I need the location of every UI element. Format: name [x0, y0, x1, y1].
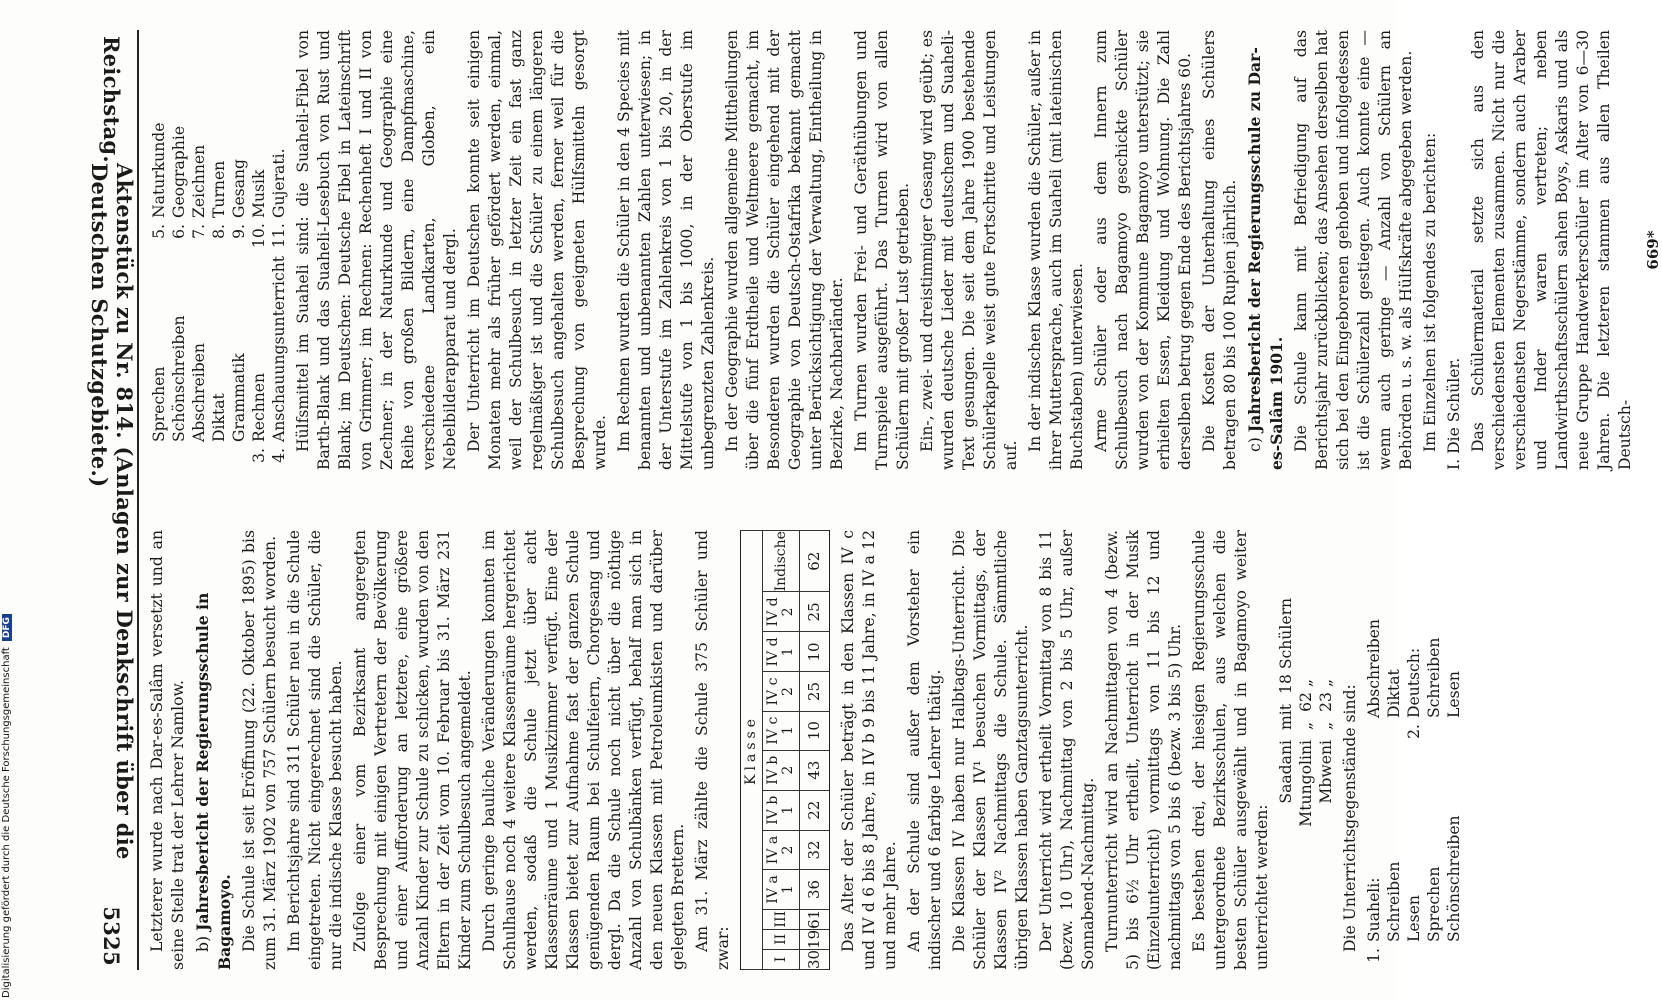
list-item: Schreiben	[1425, 637, 1443, 718]
section-heading-b: b) Jahresbericht der Regierungsschule in Bagamoyo.	[193, 592, 234, 970]
list-item: Rechnen	[250, 372, 268, 442]
footer-text: Digitalisierung gefördert durch die Deutsche Forschungsgemeinschaft	[1, 647, 12, 998]
list-item: Anschauungsunterricht	[270, 255, 288, 442]
paragraph: Der Unterricht wird ertheilt Vormittag von 8 bis 11 (bezw. 10 Uhr), Nachmittag von 2 bis 5 Uhr, außer Sonnabend-Nachmittag.	[1037, 530, 1097, 970]
list-number: 11.	[270, 223, 288, 248]
list-number: 4.	[270, 448, 288, 463]
paragraph: Der Unterricht im Deutschen konnte seit einigen Monaten mehr als früher gefördert werden, einmal, weil der Schulbesuch in letzter Zeit ein fast ganz regelmäßiger ist und die Schüler zu einem längeren Schulbesuch angehalten werden, ferner weil für die Besprechung von geeigneten Hülfsmitteln gesorgt wurde.	[465, 30, 609, 470]
list-item: Suaheli:	[1365, 877, 1383, 942]
list-number	[189, 448, 209, 470]
school-row	[1276, 530, 1296, 830]
list-number	[1444, 724, 1464, 748]
list-item: Sprechen	[1425, 866, 1443, 942]
paragraph: Zufolge einer vom Bezirksamt angeregten Besprechung mit einigen Vertretern der Bevölkerung und einer Aufforderung an letztere, eine größere Anzahl Kinder zur Schule zu schicken, wurden von den Eltern in der Zeit vom 10. Februar bis 31. März 231 Kinder zum Schulbesuch angemeldet.	[351, 530, 474, 970]
school-name: Saadani	[1277, 740, 1295, 804]
list-number: 8.	[210, 224, 228, 239]
list-number: 3.	[250, 448, 268, 463]
paragraph: In der indischen Klasse wurden die Schüler, außer in ihrer Muttersprache, auch im Suaheli (mit lateinischen Buchstaben) unterwiesen.	[1026, 30, 1086, 470]
table-header-cell: IV a 2	[763, 830, 800, 870]
section-heading-c: c) Jahresbericht der Regierungsschule zu Dar-es-Salâm 1901.	[1245, 47, 1286, 470]
list-item: Turnen	[210, 160, 228, 218]
table-value-cell: 32	[800, 830, 830, 870]
list-item: Musik	[250, 169, 268, 218]
list-number: 10.	[250, 223, 268, 248]
table-value-cell: 22	[800, 790, 830, 830]
list-number	[1424, 948, 1444, 970]
table-value-cell: 25	[800, 672, 830, 711]
paragraph: Das Schülermaterial setzte sich aus den verschiedensten Elementen zusammen. Nicht nur die verschiedensten Negerstämme, sondern auch Araber und Inder waren vertreten; neben Landwirthschaftsschülern sahen Boys, Askaris und als neue Gruppe Handwerkerschüler im Alter von 6—30 Jahren. Die letzteren stammen aus allen Theilen Deutsch-	[1469, 30, 1634, 470]
paragraph: Das Alter der Schüler beträgt in den Klassen IV c und IV d 6 bis 8 Jahre, in IV b 9 bis 11 Jahre, in IV a 12 und mehr Jahre.	[839, 530, 899, 970]
list-number	[169, 448, 189, 470]
list-number: 9.	[230, 224, 248, 239]
list-number: 2.	[1405, 724, 1423, 739]
school-count: 18 Schülern	[1277, 597, 1295, 694]
paragraph: Arme Schüler oder aus dem Innern zum Schulbesuch nach Bagamoyo geschickte Schüler wurden von der Kommune Bagamoyo unterstützt; sie erhielten Essen, Kleidung und Wohnung. Die Zahl derselben betrug gegen Ende des Berichtsjahres 60.	[1092, 30, 1194, 470]
paragraph: Die Schule ist seit Eröffnung (22. Oktober 1895) bis zum 31. März 1902 von 757 Schülern besucht worden.	[240, 530, 279, 970]
table-header-cell: II	[763, 929, 800, 949]
table-title: Klasse	[741, 531, 763, 970]
list-item: Abschreiben	[1365, 619, 1383, 718]
school-name: Mtungolini	[1297, 740, 1315, 827]
list-item: Grammatik	[230, 353, 248, 442]
school-mark: „	[1297, 721, 1315, 730]
list-item: Lesen	[1445, 671, 1463, 718]
paragraph: Die Klassen IV haben nur Halbtags-Unterricht. Die Schüler der Klassen IV¹ besuchen Vormittags, der Klassen IV² Nachmittags die Schule. Sämmtliche übrigen Klassen haben Ganztagsunterricht.	[950, 530, 1031, 970]
list-number	[229, 448, 249, 470]
school-mark: „	[1317, 721, 1335, 730]
subjects-list-continued	[149, 30, 289, 470]
table-header-cell: IV c 1	[763, 711, 800, 750]
list-number: 7.	[190, 224, 208, 239]
footer-credit	[1, 0, 21, 1000]
list-item: Geographie	[170, 125, 188, 218]
table-value-cell: 30	[800, 949, 830, 969]
header-center: Aktenstück zu Nr. 814. (Anlagen zur Denkschrift über die Deutschen Schutzgebiete.)	[87, 162, 137, 860]
school-row	[1316, 530, 1336, 830]
subjects-list	[1364, 530, 1464, 970]
right-column	[147, 30, 1662, 470]
paragraph: Turnunterricht wird an Nachmittagen von 4 (bezw. 5) bis 6½ Uhr ertheilt, Unterricht in der Musik (Einzelunterricht) vormittags von 11 bis 12 und nachmittags von 5 bis 6 (bezw. 3 bis 5) Uhr.	[1103, 530, 1184, 970]
list-number	[149, 448, 169, 470]
table-value-cell: 36	[800, 870, 830, 910]
list-item: Diktat	[1385, 669, 1403, 718]
list-item: Gesang	[230, 158, 248, 218]
paragraph: Am 31. März zählte die Schule 375 Schüler und zwar:	[693, 530, 732, 970]
list-number	[1384, 948, 1404, 970]
list-item: Diktat	[210, 393, 228, 442]
schools-list	[1276, 530, 1336, 830]
paragraph: Es bestehen drei, der hiesigen Regierungsschule untergeordnete Bezirksschulen, aus welchen die besten Schüler ausgewählt und in Bagamoyo weiter unterrichtet werden:	[1190, 530, 1271, 970]
list-item: Abschreiben	[190, 343, 208, 442]
page-folio: 669*	[1644, 230, 1662, 270]
header-page-number: 5325	[99, 906, 125, 966]
school-count: 23 „	[1317, 679, 1335, 712]
paragraph: An der Schule sind außer dem Vorsteher ein indischer und 6 farbige Lehrer thätig.	[905, 530, 944, 970]
table-value-cell: 10	[800, 632, 830, 672]
subsection-heading: I. Die Schüler.	[1445, 357, 1463, 470]
school-mark: mit	[1277, 703, 1295, 730]
paragraph: Im Einzelnen ist folgendes zu berichten:	[1421, 132, 1439, 452]
list-item: Schönschreiben	[170, 315, 188, 442]
paragraph: Letzterer wurde nach Dar-es-Salâm versetzt und an seine Stelle trat der Lehrer Namlow.	[148, 530, 187, 970]
table-header-cell: IV d 2	[763, 592, 800, 632]
list-item: Lesen	[1405, 895, 1423, 942]
list-item: Zeichnen	[190, 144, 208, 218]
table-value-cell: 43	[800, 750, 830, 790]
table-header-cell: IV a 1	[763, 870, 800, 910]
paragraph: Die Unterrichtsgegenstände sind:	[1341, 684, 1359, 952]
dfg-logo: DFG	[2, 614, 12, 641]
table-value-cell: 62	[800, 531, 830, 592]
list-number: 6.	[170, 224, 188, 239]
table-header-cell: IV b 1	[763, 790, 800, 830]
left-column	[147, 530, 1463, 970]
table-header-cell: IV d 1	[763, 632, 800, 672]
list-item: Schreiben	[1385, 861, 1403, 942]
table-value-cell: 19	[800, 929, 830, 949]
table-header-cell: III	[763, 909, 800, 929]
page-header	[87, 36, 137, 966]
list-number	[209, 448, 229, 470]
table-value-cell: 61	[800, 909, 830, 929]
table-header-cell: Indische	[763, 531, 800, 592]
list-item: Schönschreiben	[1445, 815, 1463, 942]
list-number	[1384, 724, 1404, 748]
paragraph: Die Kosten der Unterhaltung eines Schülers betragen 80 bis 100 Rupien jährlich.	[1200, 30, 1239, 470]
paragraph: Hülfsmittel im Suaheli sind: die Suaheli-Fibel von Barth-Blank und das Suaheli-Lesebuch von Rust und Blank; im Deutschen: Deutsche Fibel in Lateinschrift von Grimmer; im Rechnen: Rechenheft I und II von Zechner; in der Naturkunde und Geographie eine Reihe von großen Bildern, eine Dampfmaschine, verschiedene Landkarten, Globen, ein Nebelbilderapparat und dergl.	[294, 30, 459, 470]
school-row	[1296, 530, 1316, 830]
class-table	[740, 530, 830, 970]
list-number: 1.	[1365, 948, 1383, 963]
header-left: Reichstag.	[99, 36, 125, 163]
header-rule	[137, 30, 139, 970]
school-count: 62 „	[1297, 679, 1315, 712]
table-value-cell: 25	[800, 592, 830, 632]
list-number	[1364, 724, 1384, 748]
paragraph: Ein-, zwei- und dreistimmiger Gesang wird geübt; es wurden deutsche Lieder mit deutschem und Suaheli-Text gesungen. Die seit dem Jahre 1900 bestehende Schülerkapelle weist gute Fortschritte und Leistungen auf.	[918, 30, 1020, 470]
list-item: Naturkunde	[150, 122, 168, 218]
footer-text-wrap	[1, 614, 12, 998]
table-value-cell: 10	[800, 711, 830, 750]
table-header-cell: I	[763, 949, 800, 969]
paragraph: Im Turnen wurden Frei- und Geräthübungen und Turnspiele ausgeführt. Das Turnen wird von allen Schülern mit großer Lust getrieben.	[852, 30, 912, 470]
list-item: Gujerati.	[270, 148, 288, 218]
list-number: 5.	[150, 224, 168, 239]
paragraph: Im Berichtsjahre sind 311 Schüler neu in die Schule eingetreten. Nicht eingerechnet sind die Schüler, die nur die indische Klasse besucht haben.	[285, 530, 345, 970]
paragraph: Durch geringe bauliche Veränderungen konnten im Schulhause noch 4 weitere Klassenräume hergerichtet werden, sodaß die Schule jetzt über acht Klassenräume und 1 Musikzimmer verfügt. Eine der Klassen bietet zur Aufnahme fast der ganzen Schule genügenden Raum bei Schulfeiern, Chorgesang und dergl. Da die Schule noch nicht über die nöthige Anzahl von Schulbänken verfügt, behalf man sich in den neuen Klassen mit Petroleumkisten und darüber gelegten Brettern.	[480, 530, 687, 970]
table-header-cell: IV b 2	[763, 750, 800, 790]
list-number	[1424, 724, 1444, 748]
list-number	[1444, 948, 1464, 970]
list-number	[1404, 948, 1424, 970]
list-item: Sprechen	[150, 366, 168, 442]
paragraph: Im Rechnen wurden die Schüler in den 4 Species mit benannten und unbenannten Zahlen unterwiesen; in der Unterstufe im Zahlenkreis von 1 bis 20, in der Mittelstufe von 1 bis 1000, in der Oberstufe im unbegrenzten Zahlenkreis.	[615, 30, 717, 470]
paragraph: Die Schule kann mit Befriedigung auf das Berichtsjahr zurückblicken; das Ansehen derselben hat sich bei den Eingeborenen gehoben und infolgedessen ist die Schülerzahl gestiegen. Auch konnte eine — wenn auch geringe — Anzahl von Schülern an Behörden u. s. w. als Hülfskräfte abgegeben werden.	[1292, 30, 1415, 470]
table-header-cell: IV c 2	[763, 672, 800, 711]
list-item: Deutsch:	[1405, 647, 1423, 718]
paragraph: In der Geographie wurden allgemeine Mittheilungen über die fünf Erdtheile und Weltmeere gemacht, im Besonderen wurden die Schüler eingehend mit der Geographie von Deutsch-Ostafrika bekannt gemacht unter Berücksichtigung der Verwaltung, Eintheilung in Bezirke, Nachbarländer.	[723, 30, 846, 470]
school-name: Mbweni	[1317, 740, 1335, 804]
